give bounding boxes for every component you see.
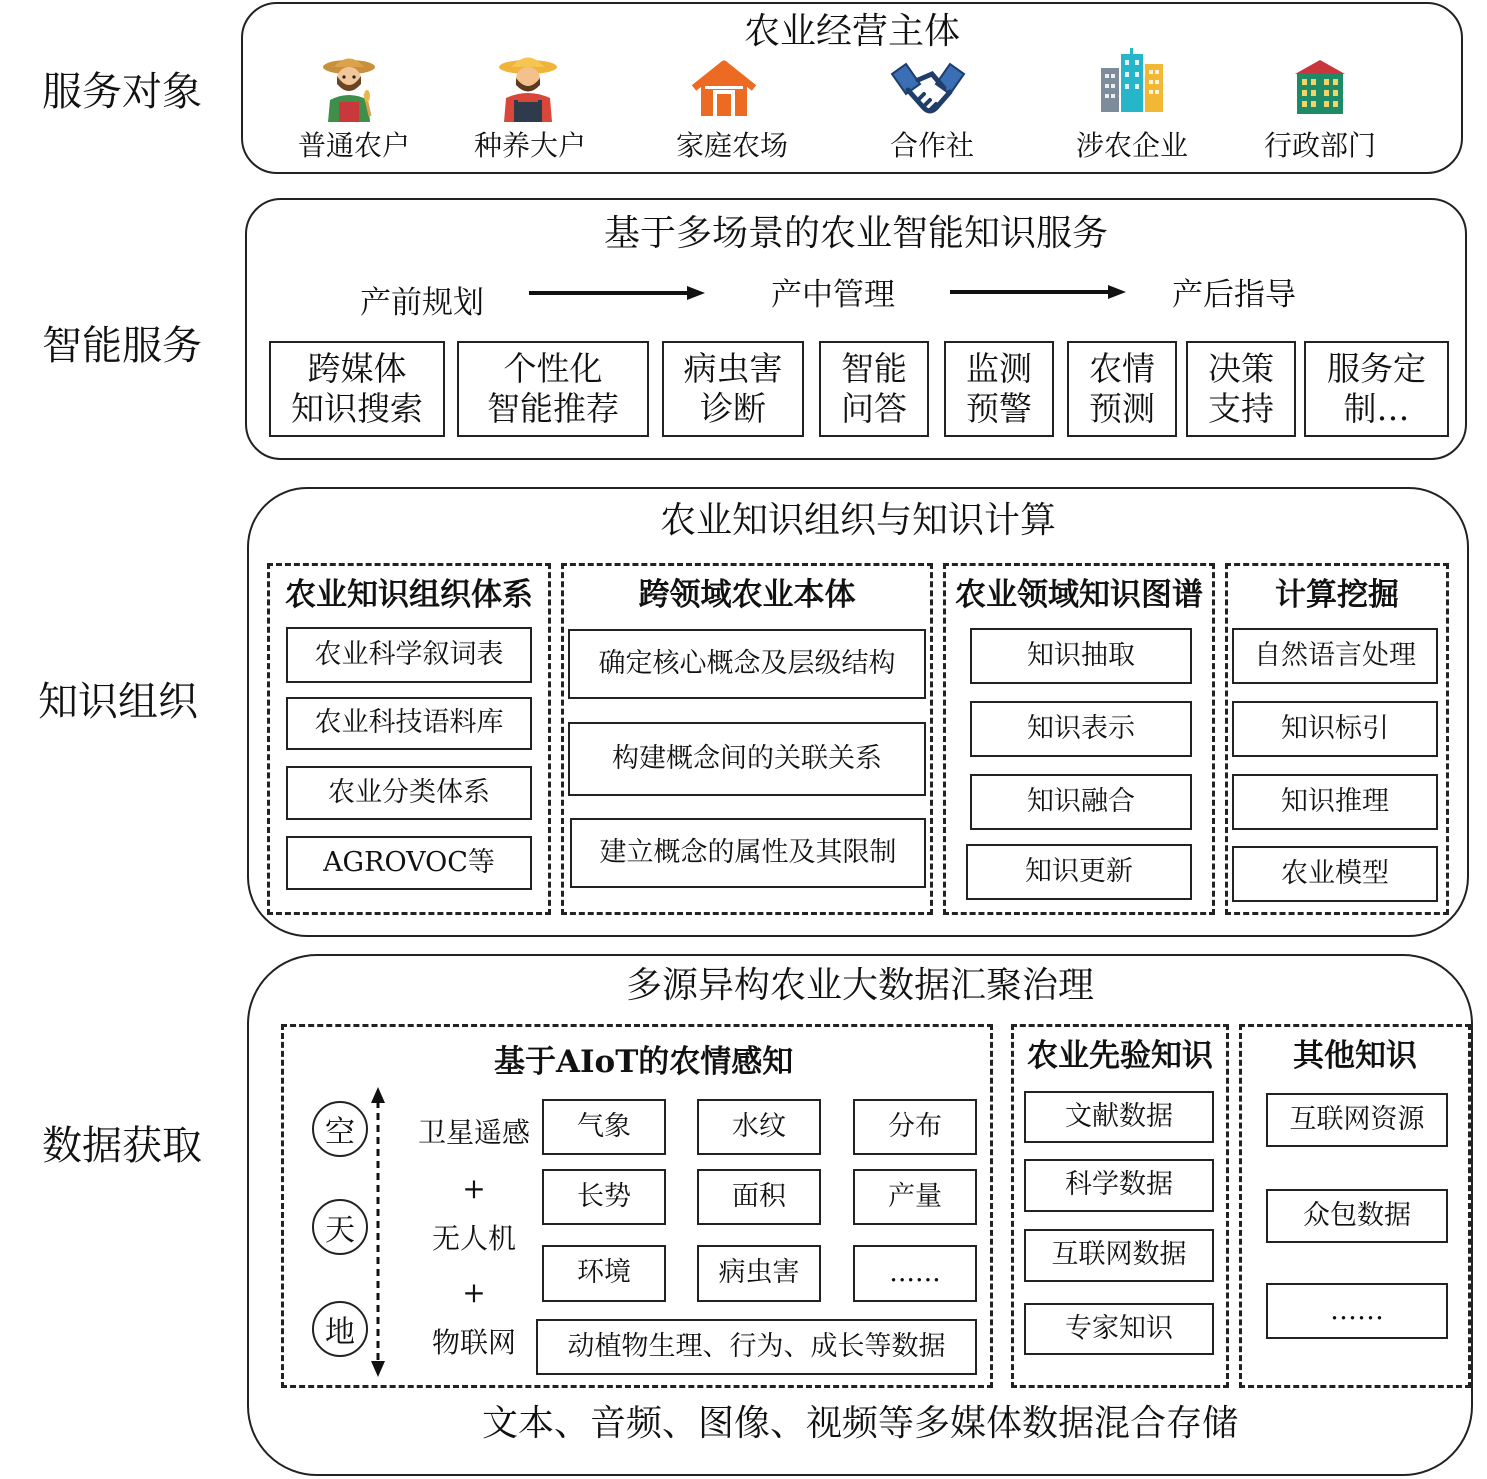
layer1-title: 农业经营主体 (743, 11, 960, 52)
sensing-item: 长势 (542, 1169, 666, 1225)
panel-other-knowledge (1239, 1024, 1471, 1388)
sensing-item: ...... (853, 1245, 977, 1302)
ground-circle: 地 (312, 1301, 368, 1357)
ontology-item: 构建概念间的关联关系 (568, 722, 926, 796)
source-label: 无人机 (431, 1222, 516, 1255)
farmhouse-icon (691, 60, 757, 118)
other-item: 互联网资源 (1266, 1093, 1448, 1147)
layer4-footer: 文本、音频、图像、视频等多媒体数据混合存储 (481, 1403, 1238, 1444)
panel-title: 跨领域农业本体 (638, 577, 856, 613)
panel-title: 其他知识 (1293, 1038, 1417, 1074)
service-line: 问答 (841, 389, 907, 428)
layer-smart-service (245, 198, 1467, 460)
layer4-title: 多源异构农业大数据汇聚治理 (625, 965, 1094, 1006)
sky-circle: 天 (312, 1199, 368, 1255)
space-circle: 空 (312, 1101, 368, 1157)
panel-knowledge-org-system (267, 563, 551, 915)
layer-data-acquisition (247, 954, 1473, 1476)
service-object-label: 种养大户 (473, 129, 586, 162)
prior-item: 科学数据 (1024, 1159, 1214, 1212)
service-line: 病虫害 (683, 349, 783, 389)
source-label: 物联网 (431, 1326, 516, 1359)
ontology-item: 确定核心概念及层级结构 (568, 629, 926, 699)
panel-cross-domain-ontology (561, 563, 933, 915)
prior-item: 互联网数据 (1024, 1229, 1214, 1282)
source-label: 卫星遥感 (417, 1116, 530, 1149)
org-item: 农业科学叙词表 (286, 627, 532, 683)
side-label-service-objects: 服务对象 (42, 69, 202, 115)
service-line: 智能推荐 (487, 389, 619, 428)
side-label-data-acquisition: 数据获取 (42, 1123, 202, 1169)
org-item: 农业分类体系 (286, 766, 532, 820)
kg-item: 知识融合 (970, 774, 1192, 830)
service-line: 跨媒体 (307, 349, 407, 389)
sensing-item: 水纹 (697, 1099, 821, 1155)
mining-item: 农业模型 (1232, 846, 1438, 902)
service-box-personalized-recommendation (457, 341, 649, 437)
farmer-icon (321, 54, 377, 122)
service-box-customization (1304, 341, 1449, 437)
ontology-item: 建立概念的属性及其限制 (570, 818, 926, 888)
service-line: 决策 (1208, 349, 1274, 389)
source-plus: + (462, 1276, 486, 1309)
layer-knowledge-org (247, 487, 1469, 937)
side-label-smart-service: 智能服务 (42, 323, 202, 369)
arrow-right-icon (529, 285, 705, 301)
panel-title: 农业先验知识 (1027, 1038, 1213, 1074)
service-box-smart-qa (819, 341, 929, 437)
service-line: 制… (1343, 389, 1410, 428)
sensing-item: 产量 (853, 1169, 977, 1225)
panel-knowledge-graph (943, 563, 1215, 915)
other-item: 众包数据 (1266, 1189, 1448, 1243)
arrow-right-icon (950, 284, 1126, 300)
double-arrow-vertical-icon (370, 1087, 386, 1377)
sensing-item-wide: 动植物生理、行为、成长等数据 (536, 1319, 977, 1375)
large-farmer-icon (498, 52, 558, 122)
service-line: 知识搜索 (291, 389, 423, 428)
service-box-cross-media-search (269, 341, 445, 437)
stage-label: 产中管理 (771, 277, 895, 313)
service-box-pest-diagnosis (662, 341, 804, 437)
layer3-title: 农业知识组织与知识计算 (659, 500, 1056, 541)
org-item: 农业科技语料库 (286, 697, 532, 750)
layer2-title: 基于多场景的农业智能知识服务 (603, 213, 1108, 254)
handshake-icon (888, 60, 968, 124)
source-plus: + (462, 1172, 486, 1205)
panel-computing-mining (1225, 563, 1449, 915)
prior-item: 文献数据 (1024, 1091, 1214, 1143)
panel-prior-knowledge (1011, 1024, 1229, 1388)
stage-label: 产后指导 (1172, 277, 1296, 313)
mining-item: 知识推理 (1232, 774, 1438, 830)
service-line: 预警 (966, 389, 1032, 428)
service-line: 支持 (1208, 389, 1274, 428)
service-box-monitoring-warning (944, 341, 1054, 437)
sensing-item: 分布 (853, 1099, 977, 1155)
other-item: …… (1266, 1283, 1448, 1339)
panel-title: 农业领域知识图谱 (955, 577, 1203, 613)
service-line: 农情 (1089, 349, 1155, 389)
sensing-item: 环境 (542, 1245, 666, 1302)
layer-service-objects (241, 2, 1463, 174)
service-object-label: 涉农企业 (1075, 129, 1188, 162)
org-item: AGROVOC等 (286, 836, 532, 890)
sensing-item: 气象 (542, 1099, 666, 1155)
prior-item: 专家知识 (1024, 1303, 1214, 1355)
panel-title: 基于AIoT的农情感知 (494, 1044, 794, 1080)
panel-title: 农业知识组织体系 (285, 577, 533, 613)
mining-item: 知识标引 (1232, 701, 1438, 757)
service-line: 诊断 (700, 389, 766, 428)
stage-label: 产前规划 (360, 285, 484, 321)
service-box-crop-forecast (1067, 341, 1177, 437)
government-building-icon (1293, 58, 1347, 114)
kg-item: 知识更新 (966, 844, 1192, 900)
mining-item: 自然语言处理 (1232, 628, 1438, 684)
panel-aiot-sensing (281, 1024, 993, 1388)
service-object-label: 行政部门 (1263, 129, 1376, 162)
service-object-label: 家庭农场 (675, 129, 788, 162)
service-object-label: 合作社 (889, 129, 974, 162)
kg-item: 知识抽取 (970, 628, 1192, 684)
kg-item: 知识表示 (970, 701, 1192, 757)
service-box-decision-support (1186, 341, 1296, 437)
office-building-icon (1099, 48, 1165, 112)
panel-title: 计算挖掘 (1275, 577, 1399, 613)
service-line: 监测 (966, 349, 1032, 389)
side-label-knowledge-org: 知识组织 (38, 679, 198, 725)
service-line: 服务定 (1327, 349, 1426, 389)
sensing-item: 面积 (697, 1169, 821, 1225)
service-line: 智能 (841, 349, 907, 389)
service-object-label: 普通农户 (297, 129, 410, 162)
sensing-item: 病虫害 (697, 1245, 821, 1302)
service-line: 预测 (1089, 389, 1155, 428)
service-line: 个性化 (503, 349, 603, 389)
